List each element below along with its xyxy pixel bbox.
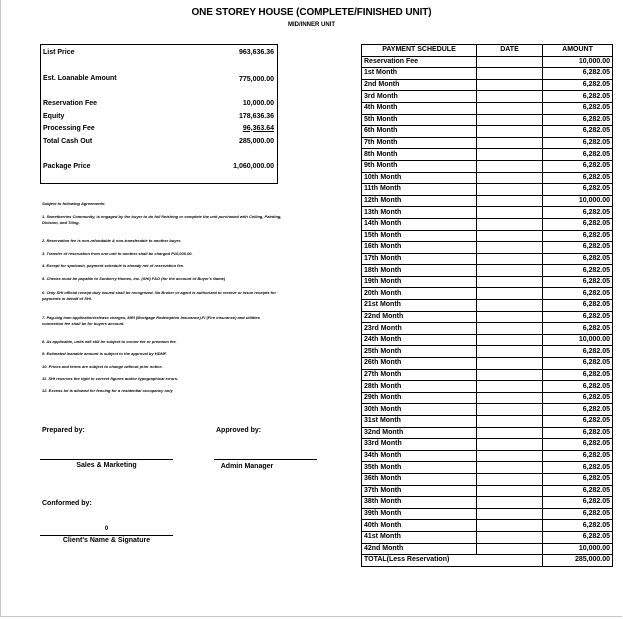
amount-cell: 6,282.05 <box>543 137 613 149</box>
payment-label-cell: 40th Month <box>362 520 477 532</box>
payment-label-cell: 22nd Month <box>362 311 477 323</box>
table-row <box>362 462 613 474</box>
table-row <box>362 218 613 230</box>
payment-label-cell: Reservation Fee <box>362 56 477 68</box>
list-price-row <box>43 47 274 57</box>
amount-cell: 6,282.05 <box>543 346 613 358</box>
table-row <box>362 473 613 485</box>
amount-cell: 6,282.05 <box>543 288 613 300</box>
agreement-item: 2. Reservation fee is non-refundable & non-transferable to another buyer. <box>42 238 182 243</box>
table-row <box>362 126 613 138</box>
client-signature-line <box>40 535 173 536</box>
payment-label-cell: 10th Month <box>362 172 477 184</box>
date-cell[interactable] <box>477 323 543 335</box>
payment-label-cell: 8th Month <box>362 149 477 161</box>
amount-cell: 6,282.05 <box>543 473 613 485</box>
total-cash-out-value: 285,000.00 <box>238 137 274 145</box>
payment-label-cell: 28th Month <box>362 381 477 393</box>
total-cash-out-row <box>43 136 274 146</box>
table-row <box>362 311 613 323</box>
date-cell[interactable] <box>477 508 543 520</box>
table-header-row <box>362 45 613 57</box>
date-cell[interactable] <box>477 172 543 184</box>
date-cell[interactable] <box>477 439 543 451</box>
amount-cell: 6,282.05 <box>543 102 613 114</box>
payment-label-cell: 2nd Month <box>362 79 477 91</box>
amount-cell: 6,282.05 <box>543 79 613 91</box>
approved-by-signature-line <box>214 459 317 460</box>
list-price-label: List Price <box>43 48 75 56</box>
amount-cell: 6,282.05 <box>543 149 613 161</box>
date-cell[interactable] <box>477 56 543 68</box>
date-cell[interactable] <box>477 160 543 172</box>
payment-label-cell: 19th Month <box>362 276 477 288</box>
amount-cell: 6,282.05 <box>543 531 613 543</box>
payment-label-cell: 32nd Month <box>362 427 477 439</box>
agreement-item: 3. Transfer of reservation from one unit to another shall be charged P10,000.00. <box>42 251 193 256</box>
date-cell[interactable] <box>477 230 543 242</box>
amount-cell: 6,282.05 <box>543 300 613 312</box>
table-row <box>362 427 613 439</box>
total-row <box>362 555 613 567</box>
payment-label-cell: 6th Month <box>362 126 477 138</box>
approved-by-label: Approved by: <box>216 427 262 434</box>
payment-label-cell: 31st Month <box>362 416 477 428</box>
table-row <box>362 207 613 219</box>
payment-label-cell: 17th Month <box>362 253 477 265</box>
payment-label-cell: 21st Month <box>362 300 477 312</box>
date-cell[interactable] <box>477 137 543 149</box>
date-cell[interactable] <box>477 242 543 254</box>
reservation-fee-row <box>43 98 274 108</box>
date-cell[interactable] <box>477 218 543 230</box>
date-cell[interactable] <box>477 404 543 416</box>
amount-cell: 6,282.05 <box>543 253 613 265</box>
equity-value: 178,636.36 <box>238 112 274 120</box>
amount-cell: 6,282.05 <box>543 358 613 370</box>
prepared-by-caption: Sales & Marketing <box>76 462 137 469</box>
payment-label-cell: 25th Month <box>362 346 477 358</box>
payment-label-cell: 4th Month <box>362 102 477 114</box>
amount-cell: 6,282.05 <box>543 218 613 230</box>
table-row <box>362 334 613 346</box>
amount-cell: 6,282.05 <box>543 520 613 532</box>
amount-cell: 6,282.05 <box>543 427 613 439</box>
payment-label-cell: 23rd Month <box>362 323 477 335</box>
date-cell[interactable] <box>477 300 543 312</box>
agreement-item: 5. Checks must be payable to Sunberry Homes, Inc. (SHI) FAO (for the account of Buyer's Name) <box>42 276 226 281</box>
processing-fee-label: Processing Fee <box>43 124 95 132</box>
date-cell[interactable] <box>477 195 543 207</box>
date-cell[interactable] <box>477 79 543 91</box>
amount-cell: 6,282.05 <box>543 450 613 462</box>
header-amount: AMOUNT <box>543 45 613 57</box>
table-row <box>362 288 613 300</box>
table-row <box>362 276 613 288</box>
payment-label-cell: 37th Month <box>362 485 477 497</box>
amount-cell: 6,282.05 <box>543 462 613 474</box>
total-cash-out-label: Total Cash Out <box>43 137 93 145</box>
amount-cell: 10,000.00 <box>543 56 613 68</box>
price-summary-box <box>40 44 278 184</box>
table-row <box>362 184 613 196</box>
list-price-value: 963,636.36 <box>238 48 274 56</box>
table-row <box>362 404 613 416</box>
amount-cell: 6,282.05 <box>543 114 613 126</box>
table-row <box>362 102 613 114</box>
payment-label-cell: 15th Month <box>362 230 477 242</box>
date-cell[interactable] <box>477 369 543 381</box>
date-cell[interactable] <box>477 114 543 126</box>
amount-cell: 6,282.05 <box>543 392 613 404</box>
table-row <box>362 508 613 520</box>
payment-label-cell: 12th Month <box>362 195 477 207</box>
date-cell[interactable] <box>477 102 543 114</box>
amount-cell: 6,282.05 <box>543 485 613 497</box>
date-cell[interactable] <box>477 520 543 532</box>
amount-cell: 6,282.05 <box>543 207 613 219</box>
table-row <box>362 439 613 451</box>
date-cell[interactable] <box>477 416 543 428</box>
table-row <box>362 68 613 80</box>
table-row <box>362 323 613 335</box>
table-row <box>362 79 613 91</box>
payment-label-cell: 36th Month <box>362 473 477 485</box>
date-cell[interactable] <box>477 184 543 196</box>
client-name-value: 0 <box>104 526 109 532</box>
total-amount: 285,000.00 <box>543 555 613 567</box>
table-row <box>362 543 613 555</box>
payment-label-cell: 11th Month <box>362 184 477 196</box>
amount-cell: 6,282.05 <box>543 497 613 509</box>
est-loanable-row <box>43 73 274 83</box>
table-row <box>362 195 613 207</box>
date-cell[interactable] <box>477 427 543 439</box>
amount-cell: 6,282.05 <box>543 416 613 428</box>
table-row <box>362 416 613 428</box>
payment-label-cell: 13th Month <box>362 207 477 219</box>
table-row <box>362 56 613 68</box>
date-cell[interactable] <box>477 334 543 346</box>
total-label: TOTAL(Less Reservation) <box>362 555 543 567</box>
prepared-by-label: Prepared by: <box>42 427 85 434</box>
date-cell[interactable] <box>477 68 543 80</box>
document-subtitle: MID/INNER UNIT <box>288 22 335 28</box>
processing-fee-row <box>43 123 274 133</box>
package-price-row <box>43 161 274 171</box>
date-cell[interactable] <box>477 288 543 300</box>
table-row <box>362 242 613 254</box>
amount-cell: 6,282.05 <box>543 369 613 381</box>
payment-label-cell: 1st Month <box>362 68 477 80</box>
header-payment-schedule: PAYMENT SCHEDULE <box>362 45 477 57</box>
date-cell[interactable] <box>477 358 543 370</box>
amount-cell: 10,000.00 <box>543 195 613 207</box>
date-cell[interactable] <box>477 485 543 497</box>
equity-row <box>43 111 274 121</box>
amount-cell: 6,282.05 <box>543 230 613 242</box>
agreement-item: 1. Sweetberries Community, is engaged by the buyer to do full finishing or complete the unit purchased with Ceiling, Painting, Division, and Tiling. <box>42 214 282 225</box>
date-cell[interactable] <box>477 392 543 404</box>
amount-cell: 6,282.05 <box>543 381 613 393</box>
table-row <box>362 149 613 161</box>
date-cell[interactable] <box>477 207 543 219</box>
header-date: DATE <box>477 45 543 57</box>
amount-cell: 6,282.05 <box>543 508 613 520</box>
date-cell[interactable] <box>477 276 543 288</box>
payment-label-cell: 7th Month <box>362 137 477 149</box>
est-loanable-label: Est. Loanable Amount <box>43 74 117 82</box>
amount-cell: 10,000.00 <box>543 543 613 555</box>
date-cell[interactable] <box>477 253 543 265</box>
conformed-by-label: Conformed by: <box>42 500 92 507</box>
payment-label-cell: 20th Month <box>362 288 477 300</box>
payment-label-cell: 5th Month <box>362 114 477 126</box>
prepared-by-signature-line <box>40 459 173 460</box>
table-row <box>362 450 613 462</box>
agreement-item: 11. SHI reserves the right to correct figures and/or typographical errors. <box>42 376 179 381</box>
table-row <box>362 114 613 126</box>
date-cell[interactable] <box>477 346 543 358</box>
payment-label-cell: 18th Month <box>362 265 477 277</box>
payment-label-cell: 24th Month <box>362 334 477 346</box>
schedule-body <box>362 56 613 555</box>
payment-label-cell: 39th Month <box>362 508 477 520</box>
payment-label-cell: 35th Month <box>362 462 477 474</box>
table-row <box>362 520 613 532</box>
payment-label-cell: 16th Month <box>362 242 477 254</box>
package-price-label: Package Price <box>43 162 91 170</box>
date-cell[interactable] <box>477 473 543 485</box>
table-row <box>362 381 613 393</box>
agreement-item: 9. Estimated loanable amount is subject to the approval by HDMF. <box>42 351 167 356</box>
date-cell[interactable] <box>477 126 543 138</box>
amount-cell: 6,282.05 <box>543 172 613 184</box>
date-cell[interactable] <box>477 450 543 462</box>
table-row <box>362 265 613 277</box>
client-caption: Client's Name & Signature <box>62 537 151 544</box>
table-row <box>362 253 613 265</box>
payment-label-cell: 33rd Month <box>362 439 477 451</box>
payment-label-cell: 29th Month <box>362 392 477 404</box>
agreement-item: 7. Pag-ibig loan application/release charges, MRI (Mortgage Redemption Insurance),FI (Fire insurance) and utilities connection fee shall be for buyers account. <box>42 315 260 326</box>
date-cell[interactable] <box>477 531 543 543</box>
agreements-heading: Subject to following Agreements: <box>42 201 106 206</box>
table-row <box>362 485 613 497</box>
table-row <box>362 160 613 172</box>
payment-label-cell: 27th Month <box>362 369 477 381</box>
amount-cell: 6,282.05 <box>543 404 613 416</box>
payment-label-cell: 38th Month <box>362 497 477 509</box>
table-row <box>362 172 613 184</box>
approved-by-caption: Admin Manager <box>220 463 274 470</box>
payment-label-cell: 9th Month <box>362 160 477 172</box>
date-cell[interactable] <box>477 91 543 103</box>
amount-cell: 10,000.00 <box>543 334 613 346</box>
table-row <box>362 392 613 404</box>
payment-label-cell: 34th Month <box>362 450 477 462</box>
payment-label-cell: 30th Month <box>362 404 477 416</box>
table-row <box>362 358 613 370</box>
date-cell[interactable] <box>477 462 543 474</box>
table-row <box>362 531 613 543</box>
date-cell[interactable] <box>477 497 543 509</box>
date-cell[interactable] <box>477 543 543 555</box>
amount-cell: 6,282.05 <box>543 91 613 103</box>
date-cell[interactable] <box>477 311 543 323</box>
amount-cell: 6,282.05 <box>543 242 613 254</box>
table-row <box>362 497 613 509</box>
processing-fee-value: 96,363.64 <box>242 124 274 132</box>
payment-label-cell: 41st Month <box>362 531 477 543</box>
table-row <box>362 300 613 312</box>
payment-label-cell: 3rd Month <box>362 91 477 103</box>
table-row <box>362 91 613 103</box>
table-row <box>362 369 613 381</box>
amount-cell: 6,282.05 <box>543 439 613 451</box>
agreement-item: 10. Prices and terms are subject to change without prior notice. <box>42 364 163 369</box>
amount-cell: 6,282.05 <box>543 265 613 277</box>
amount-cell: 6,282.05 <box>543 323 613 335</box>
table-row <box>362 346 613 358</box>
agreement-item: 8. As applicable, units will still be subject to corner fee or premium fee. <box>42 339 177 344</box>
est-loanable-value: 775,000.00 <box>238 75 274 83</box>
package-price-value: 1,060,000.00 <box>233 162 274 170</box>
reservation-fee-label: Reservation Fee <box>43 99 98 107</box>
payment-label-cell: 42nd Month <box>362 543 477 555</box>
agreement-item: 12. Excess lot is allowed for fencing for a residential occupancy only <box>42 388 173 393</box>
agreement-item: 4. Except for spotcash, payment schedule is already net of reservation fee. <box>42 263 185 268</box>
table-row <box>362 230 613 242</box>
table-row <box>362 137 613 149</box>
amount-cell: 6,282.05 <box>543 311 613 323</box>
equity-label: Equity <box>43 112 65 120</box>
amount-cell: 6,282.05 <box>543 184 613 196</box>
amount-cell: 6,282.05 <box>543 276 613 288</box>
date-cell[interactable] <box>477 149 543 161</box>
document-title: ONE STOREY HOUSE (COMPLETE/FINISHED UNIT) <box>191 7 432 18</box>
amount-cell: 6,282.05 <box>543 160 613 172</box>
reservation-fee-value: 10,000.00 <box>242 99 274 107</box>
date-cell[interactable] <box>477 381 543 393</box>
amount-cell: 6,282.05 <box>543 68 613 80</box>
payment-label-cell: 14th Month <box>362 218 477 230</box>
date-cell[interactable] <box>477 265 543 277</box>
agreement-item: 6. Only SHI official receipt duly issued shall be recognized. No Broker or agent is authorized to receive or issue receipts for payments in behalf of SHI. <box>42 290 276 301</box>
amount-cell: 6,282.05 <box>543 126 613 138</box>
payment-label-cell: 26th Month <box>362 358 477 370</box>
payment-schedule-table <box>361 44 613 567</box>
